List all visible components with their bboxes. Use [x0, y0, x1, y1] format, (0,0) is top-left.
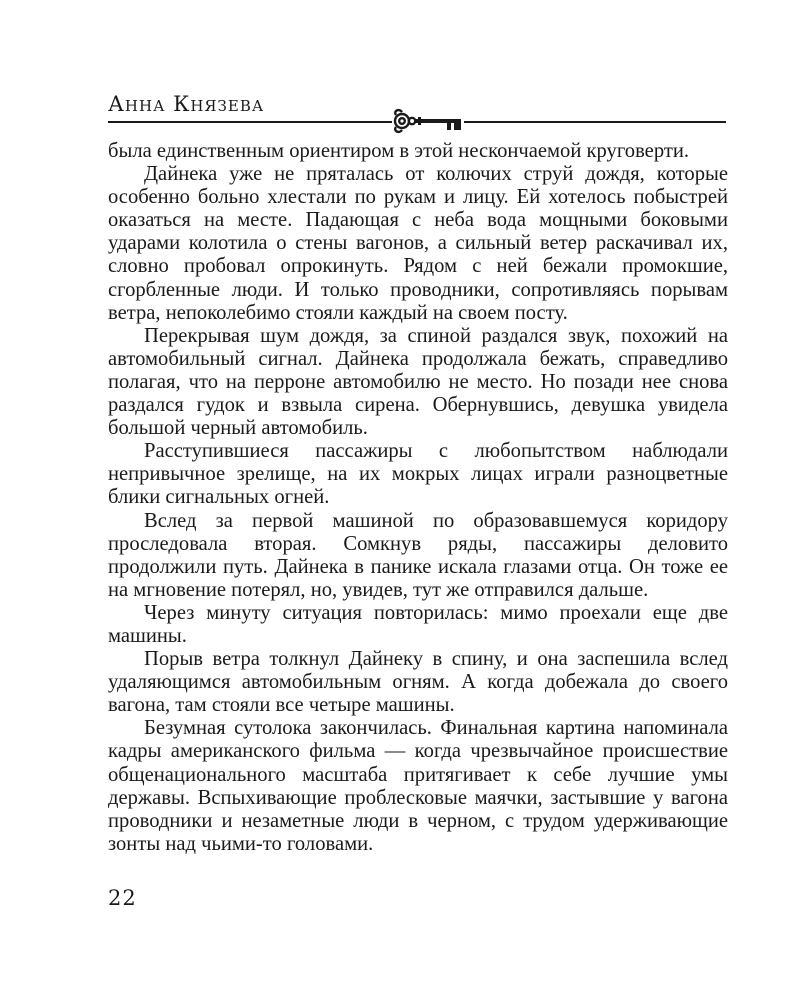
paragraph: Дайнека уже не пряталась от колючих струй дождя, которые особенно больно хлестали по рукам и лицу. Ей хотелось побыстрей оказаться на месте. Падающая с неба вода мощными боковыми ударами колотила о стены вагонов, а сильный ветер раскачивал их, словно пробовал опрокинуть. Рядом с ней бежали промокшие, сгорбленные люди. И только проводники, сопротивляясь порывам ветра, непоколебимо стояли каждый на своем посту. [108, 163, 728, 324]
running-header [108, 92, 726, 132]
paragraph: Вслед за первой машиной по образовавшемуся коридору проследовала вторая. Сомкнув ряды, пассажиры деловито продолжили путь. Дайнека в панике искала глазами отца. Он тоже ее на мгновение потерял, но, увидев, тут же отправился дальше. [108, 509, 728, 601]
paragraph: Через минуту ситуация повторилась: мимо проехали еще две машины. [108, 601, 728, 647]
paragraph: была единственным ориентиром в этой нескончаемой круговерти. [108, 140, 690, 162]
paragraph: Порыв ветра толкнул Дайнеку в спину, и она заспешила вслед удаляющимся автомобильным огням. А когда добежала до своего вагона, там стояли все четыре машины. [108, 648, 728, 717]
paragraph: Безумная сутолока закончилась. Финальная картина напоминала кадры американского фильма — когда чрезвычайное происшествие общенационального масштаба притягивает к себе лучшие умы державы. Вспыхивающие проблесковые маячки, застывшие у вагона проводники и незаметные люди в черном, с трудом удерживающие зонты над чьими-то головами. [108, 717, 728, 855]
paragraph: Расступившиеся пассажиры с любопытством наблюдали непривычное зрелище, на их мокрых лицах играли разноцветные блики сигнальных огней. [108, 440, 728, 509]
body-text [108, 140, 728, 856]
author-name: Анна Князева [108, 92, 265, 116]
paragraph: Перекрывая шум дождя, за спиной раздался звук, похожий на автомобильный сигнал. Дайнека продолжала бежать, справедливо полагая, что на перроне автомобилю не место. Но позади нее снова раздался гудок и взвыла сирена. Обернувшись, девушка увидела большой черный автомобиль. [108, 324, 728, 440]
key-icon [392, 106, 464, 136]
page-number: 22 [108, 886, 137, 910]
